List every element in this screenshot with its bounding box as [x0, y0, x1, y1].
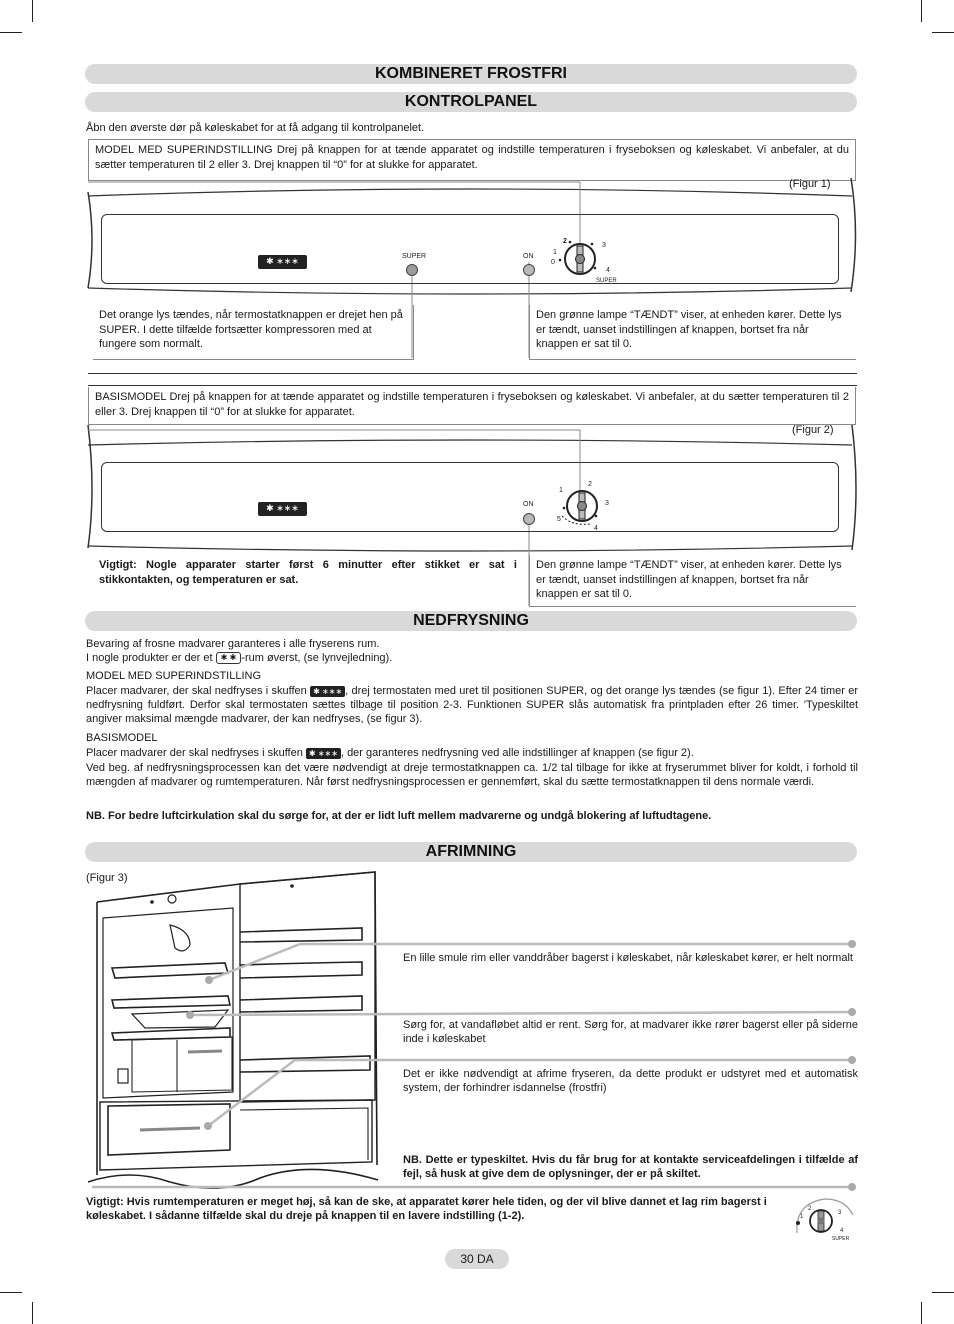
figure-3-label: (Figur 3)	[86, 872, 128, 884]
dial-mark-super: SUPER	[596, 278, 617, 284]
freezing-basis-text: Placer madvarer der skal nedfryses i skuffen ✱ ∗∗∗ , der garanteres nedfrysning ved alle indstillinger af knappen (se figur 2).	[86, 747, 694, 759]
dial-mark-3: 3	[838, 1210, 842, 1216]
two-star-badge: ✱ ✱	[216, 652, 242, 664]
dial-mark-3: 3	[602, 242, 606, 249]
figure-2-label: (Figur 2)	[792, 424, 834, 436]
dial-mark-2: 2	[808, 1206, 812, 1212]
freezer-star-badge: ✱ ∗∗∗	[258, 502, 307, 516]
super-lamp-label: SUPER	[402, 253, 427, 260]
super-note-left: Det orange lys tændes, når termostatknappen er drejet hen på SUPER. I dette tilfælde fortsætter kompressoren med at fungere som normalt.	[93, 305, 414, 360]
dial-mark-super: SUPER	[832, 1236, 850, 1242]
freezing-p2: I nogle produkter er der et ✱ ✱ -rum øverst, (se lynvejledning).	[86, 652, 393, 664]
basic-model-description: BASISMODEL Drej på knappen for at tænde apparatet og indstille temperaturen i fryseboksen og køleskabet. Vi anbefaler, at du sætter temperaturen til 2 eller 3. Drej knappen til “0” for at slukke for apparatet.	[88, 387, 856, 425]
freezing-super-text: Placer madvarer, der skal nedfryses i skuffen ✱ ∗∗∗ , drej termostaten med uret til positionen SUPER, og det orange lys tændes (se figur 1). Efter 24 timer er nedfrysning fuldført. Derfor skal termostaten sættes tilbage til position 2-3. Funktionen SUPER slås automatisk fra printpladen efter 26 timer. 'Typeskiltet angiver maksimal mængde madvarer, der kan nedfryses, (se figur 3).	[86, 685, 858, 725]
dial-mark-1: 1	[553, 249, 557, 256]
dial-mark-4: 4	[606, 267, 610, 274]
super-note-right: Den grønne lampe “TÆNDT” viser, at enheden kører. Dette lys er tændt, uanset indstillingen af knappen, bortset fra når knappen er sat til 0.	[529, 305, 856, 360]
freezing-p1: Bevaring af frosne madvarer garanteres i alle fryserens rum.	[86, 638, 380, 650]
freezing-super-heading: MODEL MED SUPERINDSTILLING	[86, 670, 262, 682]
dial-mark-5: 5	[557, 516, 561, 523]
super-model-description: MODEL MED SUPERINDSTILLING Drej på knappen for at tænde apparatet og indstille temperaturen i fryseboksen og køleskabet. Vi anbefaler, at du sætter temperaturen til 2 eller 3. Drej knappen til “0” for at slukke for apparatet.	[88, 139, 856, 181]
dial-mark-1: 1	[559, 487, 563, 494]
figure-1-label: (Figur 1)	[789, 178, 831, 190]
on-lamp-label: ON	[523, 501, 534, 508]
dial-mark-1: 1	[800, 1214, 804, 1220]
heading-kombineret: KOMBINERET FROSTFRI	[85, 64, 857, 84]
dial-mark-4: 4	[840, 1228, 844, 1234]
freezer-star-badge: ✱ ∗∗∗	[306, 748, 341, 759]
freezing-basis-heading: BASISMODEL	[86, 732, 158, 744]
defrost-note-rating-plate: NB. Dette er typeskiltet. Hvis du får brug for at kontakte serviceafdelingen i tilfælde af fejl, så husk at give dem de oplysninger, der er på skiltet.	[403, 1154, 858, 1180]
defrost-warning: Vigtigt: Hvis rumtemperaturen er meget høj, så kan de ske, at apparatet kører hele tiden, og der vil blive dannet et lag rim bagerst i køleskabet. I sådanne tilfælde skal du dreje på knappen til en lavere indstilling (1-2).	[86, 1196, 767, 1222]
freezer-star-badge: ✱ ∗∗∗	[258, 255, 307, 269]
dial-mark-0: 0	[551, 259, 555, 266]
defrost-note-nofrost: Det er ikke nødvendigt at afrime fryseren, da dette produkt er udstyret med et automatisk system, der forhindrer isdannelse (frostfri)	[403, 1068, 858, 1094]
dial-mark-2: 2	[563, 238, 567, 245]
dial-mark-3: 3	[605, 500, 609, 507]
heading-kontrolpanel: KONTROLPANEL	[85, 92, 857, 112]
heading-afrimning: AFRIMNING	[85, 842, 857, 862]
dial-mark-4: 4	[594, 525, 598, 532]
heading-nedfrysning: NEDFRYSNING	[85, 611, 857, 631]
freezer-star-badge: ✱ ∗∗∗	[310, 686, 345, 697]
defrost-note-frost: En lille smule rim eller vanddråber bagerst i køleskabet, når køleskabet kører, er helt normalt	[403, 952, 853, 964]
page-number: 30 DA	[445, 1249, 509, 1269]
on-lamp-label: ON	[523, 253, 534, 260]
freezing-basis-p2: Ved beg. af nedfrysningsprocessen kan det være nødvendigt at dreje termostatknappen ca. 1/2 tal tilbage for ikke at fryserummet bliver for koldt, i forhold til mængden af madvarer og rumtemperaturen. Når først nedfrysningsprocessen er gennemført, skal du sætte termostatknappen til dens normale værdi.	[86, 762, 858, 788]
basic-note-right: Den grønne lampe “TÆNDT” viser, at enheden kører. Dette lys er tændt, uanset indstillingen af knappen, bortset fra når knappen er sat til 0.	[529, 555, 856, 607]
defrost-note-drain: Sørg for, at vandafløbet altid er rent. Sørg for, at madvarer ikke rører bagerst eller på siderne inde i køleskabet	[403, 1019, 858, 1045]
dial-mark-2: 2	[588, 481, 592, 488]
freezing-nb: NB. For bedre luftcirkulation skal du sørge for, at der er lidt luft mellem madvarerne og undgå blokering af luftudtagene.	[86, 810, 712, 822]
basic-note-left: Vigtigt: Nogle apparater starter først 6 minutter efter stikket er sat i stikkontakten, og temperaturen er sat.	[99, 559, 517, 586]
intro-text: Åbn den øverste dør på køleskabet for at få adgang til kontrolpanelet.	[86, 122, 425, 134]
